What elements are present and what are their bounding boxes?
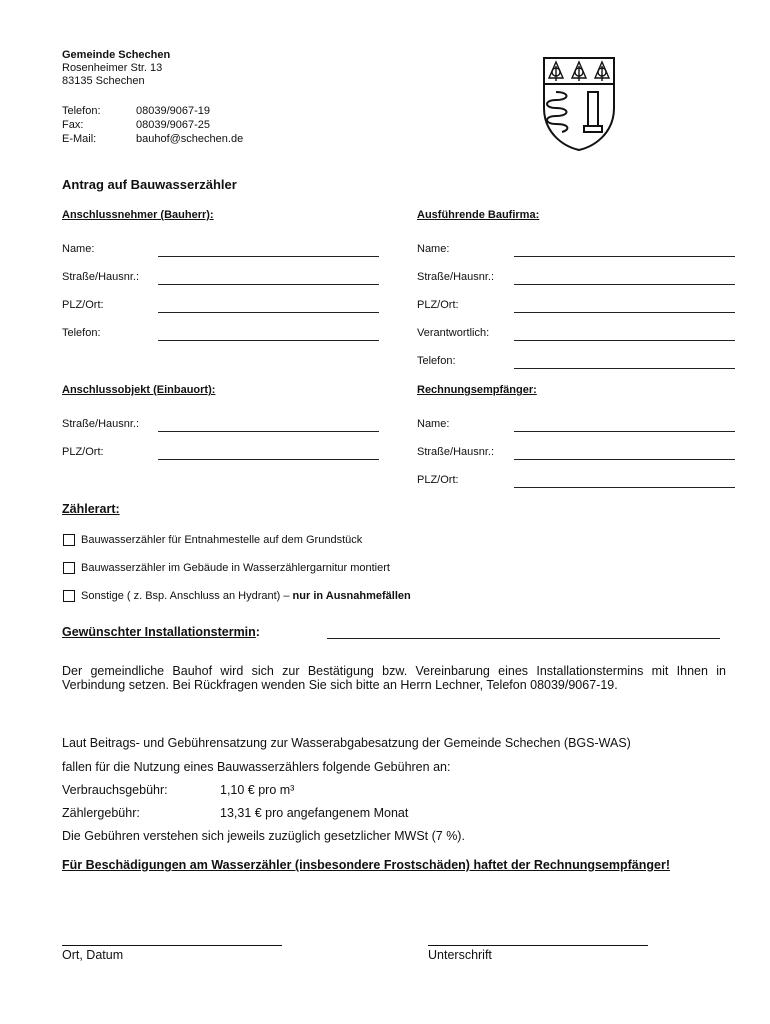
firma-street-label: Straße/Hausnr.: [417,271,495,283]
liability-warning: Für Beschädigungen am Wasserzähler (insbesondere Frostschäden) haftet der Rechnungsempfänger! [62,858,670,872]
org-street: Rosenheimer Str. 13 [62,62,163,74]
section-anschlussobjekt-heading: Anschlussobjekt (Einbauort): [62,384,216,396]
option-grundstueck-checkbox[interactable] [63,534,75,546]
option-sonstige-text: Sonstige ( z. Bsp. Anschluss an Hydrant) – [81,590,293,602]
empfaenger-city-label: PLZ/Ort: [417,474,459,486]
empfaenger-name-label: Name: [417,418,450,430]
installation-date-field[interactable] [327,638,720,639]
section-baufirma-heading: Ausführende Baufirma: [417,209,540,221]
bauherr-name-field[interactable] [158,256,379,257]
option-sonstige-checkbox[interactable] [63,590,75,602]
bauherr-phone-label: Telefon: [62,327,101,339]
firma-name-field[interactable] [514,256,735,257]
firma-city-field[interactable] [514,312,735,313]
org-name: Gemeinde Schechen [62,49,171,61]
firma-responsible-field[interactable] [514,340,735,341]
org-address [62,49,170,88]
place-date-label: Ort, Datum [62,948,124,962]
empfaenger-city-field[interactable] [514,487,735,488]
fee-consumption-value: 1,10 € pro m³ [220,783,295,797]
section-anschlussnehmer-heading: Anschlussnehmer (Bauherr): [62,209,214,221]
bauherr-phone-field[interactable] [158,340,379,341]
bauherr-city-field[interactable] [158,312,379,313]
fee-meter-label: Zählergebühr: [62,806,140,820]
option-grundstueck-label: Bauwasserzähler für Entnahmestelle auf dem Grundstück [81,534,363,546]
option-sonstige-emphasis: nur in Ausnahmefällen [292,590,411,602]
firma-name-label: Name: [417,243,450,255]
option-sonstige-label [81,590,411,602]
firma-phone-label: Telefon: [417,355,456,367]
firma-city-label: PLZ/Ort: [417,299,459,311]
installation-date-label [62,625,260,639]
signature-line[interactable] [428,945,648,946]
coat-of-arms-icon [540,54,618,152]
bauherr-street-field[interactable] [158,284,379,285]
fee-consumption-label: Verbrauchsgebühr: [62,783,168,797]
option-gebaeude-checkbox[interactable] [63,562,75,574]
fee-meter-value: 13,31 € pro angefangenem Monat [220,806,409,820]
firma-responsible-label: Verantwortlich: [417,327,490,339]
empfaenger-street-field[interactable] [514,459,735,460]
objekt-street-label: Straße/Hausnr.: [62,418,140,430]
empfaenger-street-label: Straße/Hausnr.: [417,446,495,458]
bauherr-name-label: Name: [62,243,95,255]
objekt-street-field[interactable] [158,431,379,432]
bauherr-city-label: PLZ/Ort: [62,299,104,311]
objekt-city-field[interactable] [158,459,379,460]
form-title: Antrag auf Bauwasserzähler [62,177,237,192]
installation-date-label-text: Gewünschter Installationstermin [62,625,256,639]
section-rechnungsempfaenger-heading: Rechnungsempfänger: [417,384,537,396]
empfaenger-name-field[interactable] [514,431,735,432]
info-paragraph: Der gemeindliche Bauhof wird sich zur Bestätigung bzw. Vereinbarung eines Installationstermins mit Ihnen in Verbindung setzen. Bei Rückfragen wenden Sie sich bitte an Herrn Lechner, Telefon 08039/9067-19. [62,664,726,692]
installation-date-colon: : [255,625,260,639]
org-city: 83135 Schechen [62,75,145,87]
objekt-city-label: PLZ/Ort: [62,446,104,458]
firma-phone-field[interactable] [514,368,735,369]
bauherr-street-label: Straße/Hausnr.: [62,271,140,283]
org-contacts: Telefon: 08039/9067-19 Fax: 08039/9067-25 E-Mail: bauhof@schechen.de [62,105,244,145]
zaehlerart-heading: Zählerart: [62,502,120,516]
firma-street-field[interactable] [514,284,735,285]
fees-intro-line2: fallen für die Nutzung eines Bauwasserzählers folgende Gebühren an: [62,760,451,774]
fees-vat-note: Die Gebühren verstehen sich jeweils zuzüglich gesetzlicher MWSt (7 %). [62,829,465,843]
signature-label: Unterschrift [428,948,492,962]
option-gebaeude-label: Bauwasserzähler im Gebäude in Wasserzählergarnitur montiert [81,562,390,574]
place-date-line[interactable] [62,945,282,946]
fees-intro-line1: Laut Beitrags- und Gebührensatzung zur Wasserabgabesatzung der Gemeinde Schechen (BGS-WAS) [62,736,631,750]
